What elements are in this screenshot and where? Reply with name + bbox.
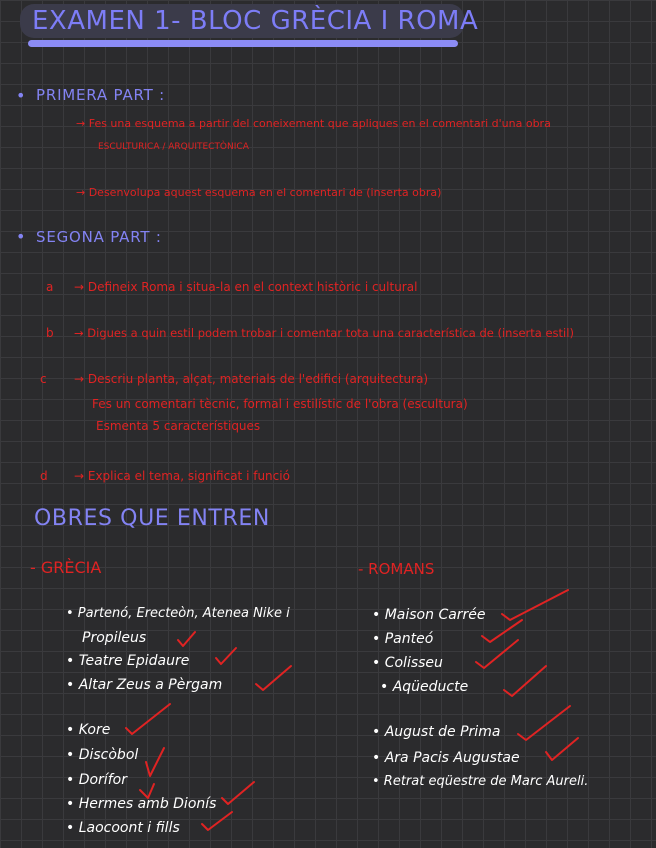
romans-work: • Panteó	[372, 631, 434, 647]
romans-work: • Ara Pacis Augustae	[372, 750, 520, 766]
grecia-work: • Altar Zeus a Pèrgam	[66, 677, 223, 693]
grecia-work: • Partenó, Erecteòn, Atenea Nike i	[66, 606, 290, 621]
part1-item-2: ESCULTURICA / ARQUITECTÒNICA	[98, 142, 249, 152]
romans-work: • Retrat eqüestre de Marc Aureli.	[372, 774, 589, 789]
check-icon	[502, 590, 568, 620]
check-icon	[222, 782, 254, 804]
grecia-work: • Discòbol	[66, 747, 139, 763]
check-icon	[476, 640, 518, 668]
part2-label: SEGONA PART :	[36, 228, 162, 246]
check-icon	[256, 666, 291, 690]
romans-work: • August de Prima	[372, 724, 501, 740]
question-a: → Defineix Roma i situa-la en el context històric i cultural	[74, 280, 418, 294]
grecia-work: • Kore	[66, 722, 111, 738]
grecia-work: • Laocoont i fills	[66, 820, 180, 836]
question-d: → Explica el tema, significat i funció	[74, 469, 290, 483]
question-c-line-3: Esmenta 5 característiques	[96, 419, 261, 433]
grecia-label: - GRÈCIA	[30, 558, 102, 577]
romans-work: • Aqüeducte	[380, 679, 469, 695]
check-icon	[482, 620, 522, 642]
grecia-work: Propileus	[82, 630, 147, 646]
check-icon	[518, 706, 570, 740]
page-title: EXAMEN 1- BLOC GRÈCIA I ROMA	[32, 6, 479, 36]
question-letter-c: c	[40, 372, 47, 386]
part1-bullet: •	[16, 86, 26, 105]
check-icon	[202, 812, 232, 830]
question-letter-b: b	[46, 326, 54, 340]
check-icon	[504, 666, 546, 696]
grecia-work: • Dorífor	[66, 772, 127, 788]
grecia-work: • Teatre Epidaure	[66, 653, 190, 669]
check-icon	[126, 704, 170, 734]
question-c-line-2: Fes un comentari tècnic, formal i estilístic de l'obra (escultura)	[92, 397, 468, 411]
check-icon	[216, 648, 236, 664]
check-icon	[178, 632, 195, 646]
question-b: → Digues a quin estil podem trobar i comentar tota una característica de (inserta estil)	[74, 326, 574, 340]
part1-item-1: → Fes una esquema a partir del coneixement que apliques en el comentari d'una obra	[76, 117, 551, 130]
check-icon	[146, 748, 164, 776]
romans-work: • Maison Carrée	[372, 607, 486, 623]
question-c-line-1: → Descriu planta, alçat, materials de l'edifici (arquitectura)	[74, 372, 429, 386]
grecia-work: • Hermes amb Dionís	[66, 796, 217, 812]
romans-label: - ROMANS	[358, 560, 435, 578]
romans-work: • Colisseu	[372, 655, 443, 671]
title-underline	[28, 40, 458, 47]
check-icon	[546, 738, 578, 760]
obres-heading: OBRES QUE ENTREN	[34, 506, 270, 531]
question-letter-d: d	[40, 469, 48, 483]
question-letter-a: a	[46, 280, 54, 294]
part1-item-3: → Desenvolupa aquest esquema en el comentari de (inserta obra)	[76, 186, 442, 199]
part2-bullet: •	[16, 227, 26, 246]
part1-label: PRIMERA PART :	[36, 86, 166, 104]
